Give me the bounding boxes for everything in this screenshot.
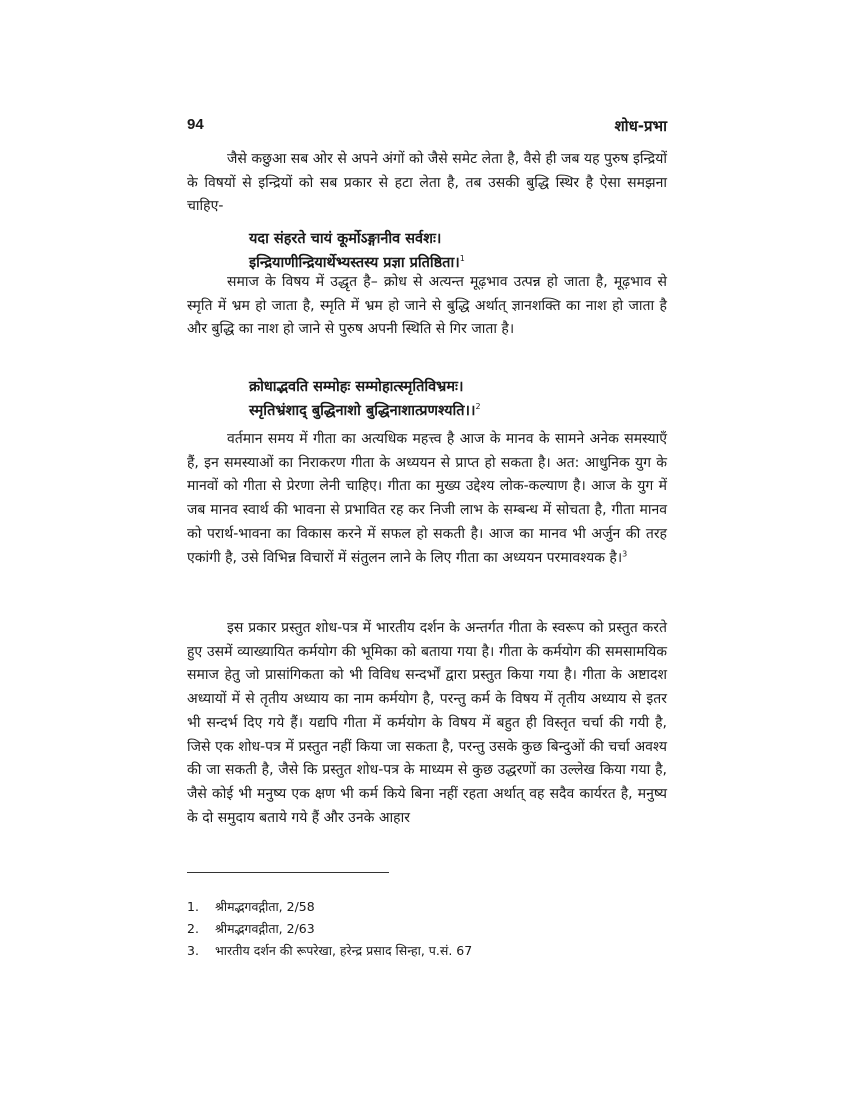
paragraph-1 (187, 148, 667, 219)
paragraph-1-text: जैसे कछुआ सब ओर से अपने अंगों को जैसे समेट लेता है, वैसे ही जब यह पुरुष इन्द्रियों के विषयों से इन्द्रियों को सब प्रकार से हटा लेता है, तब उसकी बुद्धि स्थिर है ऐसा समझना चाहिए- (187, 151, 667, 215)
paragraph-2-text: समाज के विषय में उद्धृत है– क्रोध से अत्यन्त मूढ़भाव उत्पन्न हो जाता है, मूढ़भाव से स्मृति में भ्रम हो जाता है, स्मृति में भ्रम हो जाने से बुद्धि अर्थात् ज्ञानशक्ति का नाश हो जाता है और बुद्धि का नाश हो जाने से पुरुष अपनी स्थिति से गिर जाता है। (187, 274, 667, 338)
footnote-ref-3[interactable]: 3 (622, 548, 628, 558)
paragraph-3-text: वर्तमान समय में गीता का अत्यधिक महत्त्व है आज के मानव के सामने अनेक समस्याएँ हैं, इन समस्याओं का निराकरण गीता के अध्ययन से प्राप्त हो सकता है। अत: आधुनिक युग के मानवों को गीता से प्रेरणा लेनी चाहिए। गीता का मुख्य उद्देश्य लोक-कल्याण है। आज के युग में जब मानव स्वार्थ की भावना से प्रभावित रह कर निजी लाभ के सम्बन्ध में सोचता है, गीता मानव को परार्थ-भावना का विकास करने में सफल हो सकती है। आज का मानव भी अर्जुन की तरह एकांगी है, उसे विभिन्न विचारों में संतुलन लाने के लिए गीता का अध्ययन परमावश्यक है। (187, 431, 667, 566)
footnote-divider (187, 872, 389, 873)
verse-1-line-1: यदा संहरते चायं कूर्मोऽङ्गानीव सर्वशः। (249, 231, 442, 247)
paragraph-2 (187, 271, 667, 342)
footnote-3-number: 3. (187, 943, 199, 958)
footnote-2-text: श्रीमद्भगवद्गीता, 2/63 (215, 921, 315, 936)
verse-2 (249, 375, 481, 423)
page-header (187, 116, 667, 138)
page-number: 94 (187, 116, 204, 133)
footnote-1-number: 1. (187, 899, 199, 914)
verse-2-line-1: क्रोधाद्भवति सम्मोहः सम्मोहात्स्मृतिविभ्रमः। (249, 379, 464, 395)
footnote-2-number: 2. (187, 921, 199, 936)
footnote-3 (187, 940, 667, 962)
footnote-3-text: भारतीय दर्शन की रूपरेखा, हरेन्द्र प्रसाद सिन्हा, प.सं. 67 (215, 943, 473, 958)
paragraph-4 (187, 617, 667, 830)
footnote-2 (187, 918, 667, 940)
verse-2-line-2 (249, 399, 481, 423)
verse-1-line-2-text: इन्द्रियाणीन्द्रियार्थेभ्यस्तस्य प्रज्ञा प्रतिष्ठिता। (249, 255, 460, 271)
paragraph-3 (187, 428, 667, 570)
footnotes (187, 896, 667, 962)
footnote-ref-1[interactable]: 1 (459, 254, 465, 264)
verse-2-line-2-text: स्मृतिभ्रंशाद् बुद्धिनाशो बुद्धिनाशात्प्रणश्यति।। (249, 403, 476, 419)
running-title: शोध-प्रभा (614, 117, 667, 135)
verse-1 (249, 227, 465, 275)
footnote-1 (187, 896, 667, 918)
paragraph-4-text: इस प्रकार प्रस्तुत शोध-पत्र में भारतीय दर्शन के अन्तर्गत गीता के स्वरूप को प्रस्तुत करते हुए उसमें व्याख्यायित कर्मयोग की भूमिका को बताया गया है। गीता के कर्मयोग की समसामयिक समाज हेतु जो प्रासांगिकता को भी विविध सन्दर्भों द्वारा प्रस्तुत किया गया है। गीता के अष्टादश अध्यायों में से तृतीय अध्याय का नाम कर्मयोग है, परन्तु कर्म के विषय में तृतीय अध्याय से इतर भी सन्दर्भ दिए गये हैं। यद्यपि गीता में कर्मयोग के विषय में बहुत ही विस्तृत चर्चा की गयी है, जिसे एक शोध-पत्र में प्रस्तुत नहीं किया जा सकता है, परन्तु उसके कुछ बिन्दुओं की चर्चा अवश्य की जा सकती है, जैसे कि प्रस्तुत शोध-पत्र के माध्यम से कुछ उद्धरणों का उल्लेख किया गया है, जैसे कोई भी मनुष्य एक क्षण भी कर्म किये बिना नहीं रहता अर्थात् वह सदैव कार्यरत है, मनुष्य के दो समुदाय बताये गये हैं और उनके आहार (187, 620, 667, 826)
footnote-ref-2[interactable]: 2 (475, 402, 481, 412)
footnote-1-text: श्रीमद्भगवद्गीता, 2/58 (215, 899, 315, 914)
